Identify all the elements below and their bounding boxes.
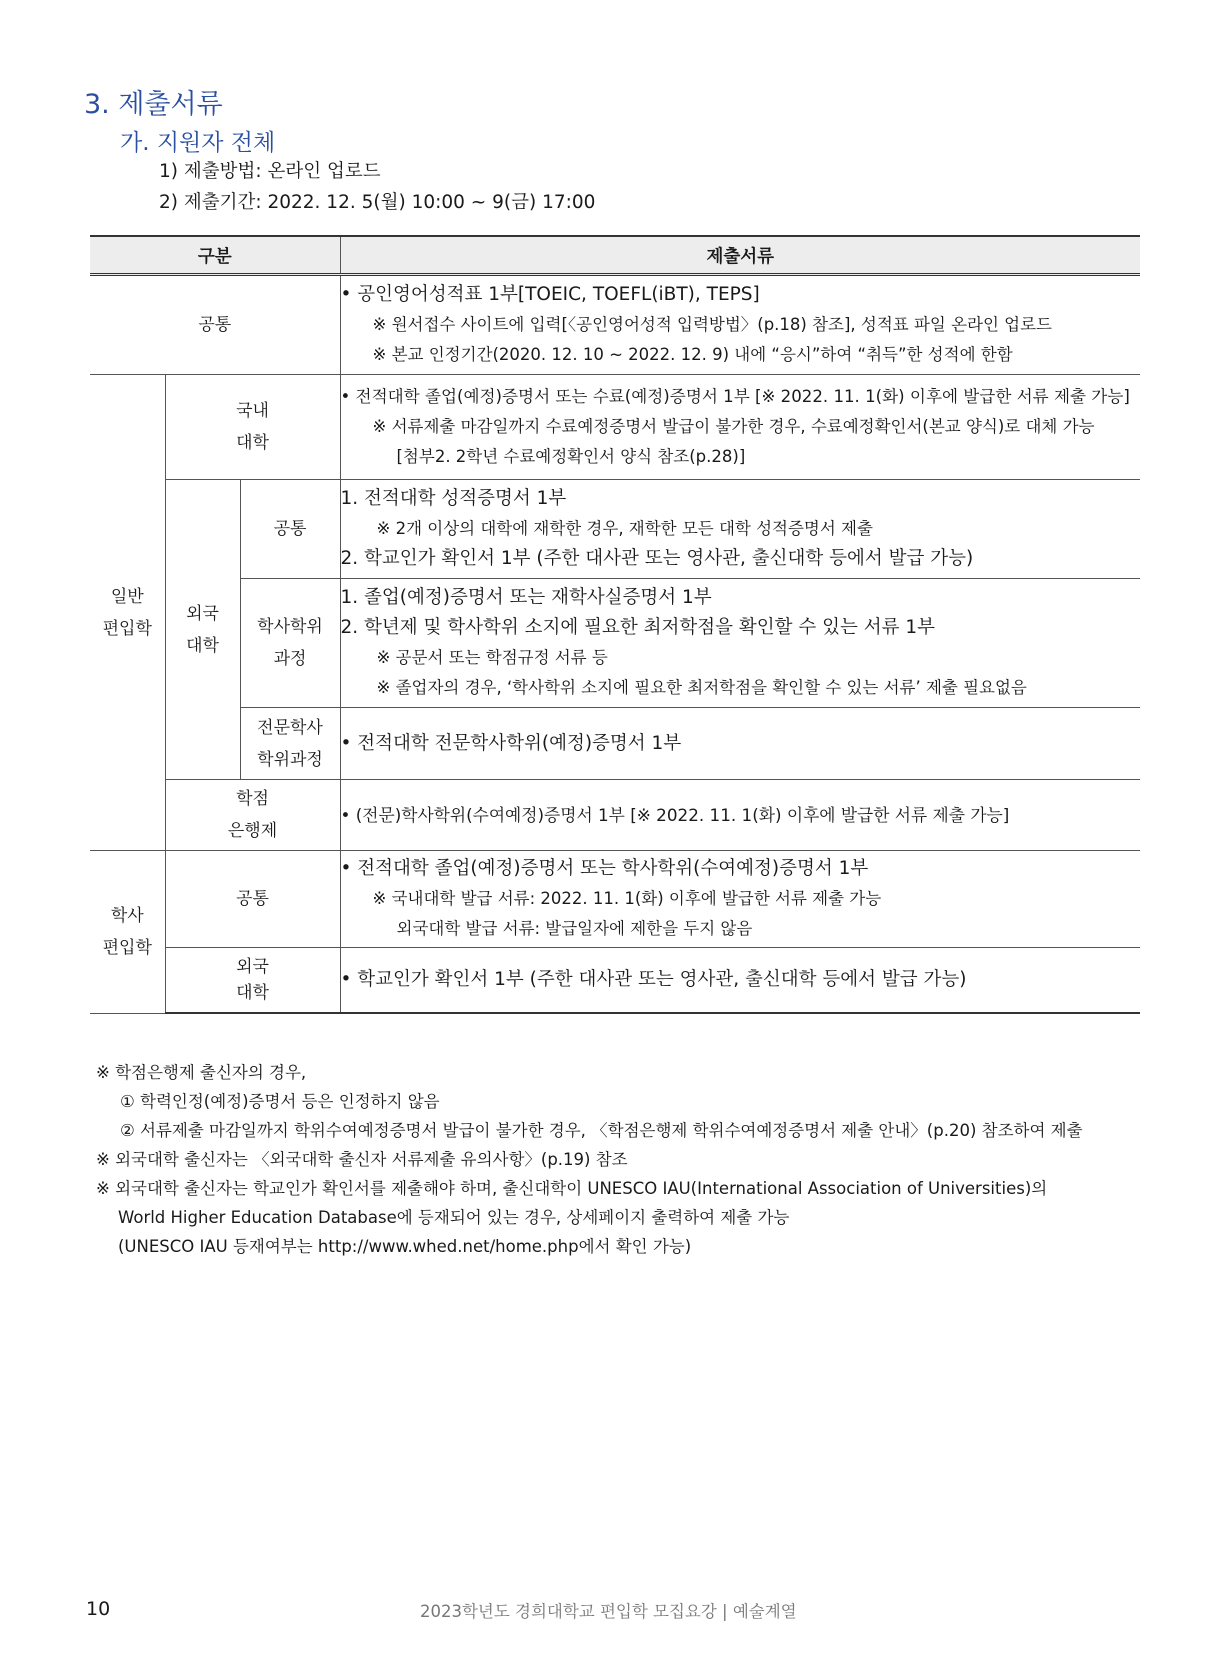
table-row [90, 579, 1140, 708]
bachelor-common-documents [340, 851, 1140, 948]
list-item: ※ 원서접수 사이트에 입력[〈공인영어성적 입력방법〉(p.18) 참조], 성적표 파일 온라인 업로드 [372, 315, 1052, 334]
table-row [90, 780, 1140, 851]
bachelor-transfer-label: 학사 편입학 [90, 851, 165, 1014]
credit-bank-documents [340, 780, 1140, 851]
list-item: ※ 2개 이상의 대학에 재학한 경우, 재학한 모든 대학 성적증명서 제출 [376, 519, 873, 538]
list-item: • 공인영어성적표 1부[TOEIC, TOEFL(iBT), TEPS] [340, 284, 760, 305]
general-transfer-label: 일반 편입학 [90, 375, 165, 851]
list-item: • 학교인가 확인서 1부 (주한 대사관 또는 영사관, 출신대학 등에서 발급 가능) [340, 969, 967, 990]
list-item: ※ 공문서 또는 학점규정 서류 등 [376, 648, 608, 667]
bachelor-foreign-documents [340, 948, 1140, 1014]
subsection-title: 가. 지원자 전체 [120, 130, 276, 156]
list-item: • 전적대학 전문학사학위(예정)증명서 1부 [340, 732, 682, 754]
table-row [90, 851, 1140, 948]
list-item: [첨부2. 2학년 수료예정확인서 양식 참조(p.28)] [396, 447, 746, 466]
bachelor-course-documents [340, 579, 1140, 708]
note-line: ② 서류제출 마감일까지 학위수여예정증명서 발급이 불가한 경우, 〈학점은행제 학위수여예정증명서 제출 안내〉(p.20) 참조하여 제출 [120, 1121, 1083, 1140]
table-row [90, 948, 1140, 1014]
note-line: ※ 외국대학 출신자는 〈외국대학 출신자 서류제출 유의사항〉(p.19) 참조 [96, 1150, 628, 1169]
credit-bank-label: 학점 은행제 [165, 780, 340, 851]
foreign-common-label: 공통 [240, 480, 340, 579]
note-line: ※ 학점은행제 출신자의 경우, [96, 1063, 307, 1082]
associate-course-label: 전문학사 학위과정 [240, 708, 340, 780]
list-item: 외국대학 발급 서류: 발급일자에 제한을 두지 않음 [396, 919, 753, 938]
page-number: 10 [86, 1598, 111, 1620]
table-row [90, 708, 1140, 780]
note-line: ① 학력인정(예정)증명서 등은 인정하지 않음 [120, 1092, 440, 1111]
note-line: ※ 외국대학 출신자는 학교인가 확인서를 제출해야 하며, 출신대학이 UNESCO IAU(International Association of Universities)의 [96, 1179, 1048, 1198]
note-line: (UNESCO IAU 등재여부는 http://www.whed.net/home.php에서 확인 가능) [118, 1237, 692, 1256]
list-item: • 전적대학 졸업(예정)증명서 또는 수료(예정)증명서 1부 [※ 2022. 11. 1(화) 이후에 발급한 서류 제출 가능] [340, 387, 1130, 406]
list-item: • 전적대학 졸업(예정)증명서 또는 학사학위(수여예정)증명서 1부 [340, 858, 869, 879]
submission-method: 1) 제출방법: 온라인 업로드 [159, 161, 381, 182]
domestic-univ-documents [340, 375, 1140, 480]
list-item: • (전문)학사학위(수여예정)증명서 1부 [※ 2022. 11. 1(화) 이후에 발급한 서류 제출 가능] [340, 805, 1010, 825]
list-item: 2. 학년제 및 학사학위 소지에 필요한 최저학점을 확인할 수 있는 서류 1부 [340, 617, 935, 638]
list-item: 2. 학교인가 확인서 1부 (주한 대사관 또는 영사관, 출신대학 등에서 발급 가능) [340, 548, 974, 569]
domestic-univ-label: 국내 대학 [165, 375, 340, 480]
table-row [90, 275, 1140, 375]
common-documents [340, 275, 1140, 375]
header-documents: 제출서류 [340, 236, 1140, 275]
submission-period: 2) 제출기간: 2022. 12. 5(월) 10:00 ~ 9(금) 17:00 [159, 192, 596, 213]
list-item: ※ 국내대학 발급 서류: 2022. 11. 1(화) 이후에 발급한 서류 제출 가능 [372, 889, 882, 908]
associate-course-documents [340, 708, 1140, 780]
foreign-univ-label: 외국 대학 [165, 480, 240, 780]
bachelor-course-label: 학사학위 과정 [240, 579, 340, 708]
header-category: 구분 [90, 236, 340, 275]
documents-table [90, 235, 1140, 1014]
foreign-common-documents [340, 480, 1140, 579]
list-item: 1. 전적대학 성적증명서 1부 [340, 488, 567, 509]
list-item: ※ 서류제출 마감일까지 수료예정증명서 발급이 불가한 경우, 수료예정확인서(본교 양식)로 대체 가능 [372, 417, 1095, 436]
list-item: ※ 본교 인정기간(2020. 12. 10 ~ 2022. 12. 9) 내에 “응시”하여 “취득”한 성적에 한함 [372, 345, 1013, 364]
list-item: ※ 졸업자의 경우, ‘학사학위 소지에 필요한 최저학점을 확인할 수 있는 서류’ 제출 필요없음 [376, 678, 1027, 697]
bachelor-foreign-label: 외국 대학 [165, 948, 340, 1014]
common-label: 공통 [90, 275, 340, 375]
bachelor-common-label: 공통 [165, 851, 340, 948]
footnotes [96, 1058, 1083, 1261]
table-row [90, 375, 1140, 480]
table-header-row [90, 236, 1140, 275]
page-footer: 2023학년도 경희대학교 편입학 모집요강 | 예술계열 [420, 1602, 797, 1621]
table-row [90, 480, 1140, 579]
section-title: 3. 제출서류 [84, 89, 223, 120]
list-item: 1. 졸업(예정)증명서 또는 재학사실증명서 1부 [340, 587, 712, 608]
note-line: World Higher Education Database에 등재되어 있는 경우, 상세페이지 출력하여 제출 가능 [118, 1208, 790, 1227]
